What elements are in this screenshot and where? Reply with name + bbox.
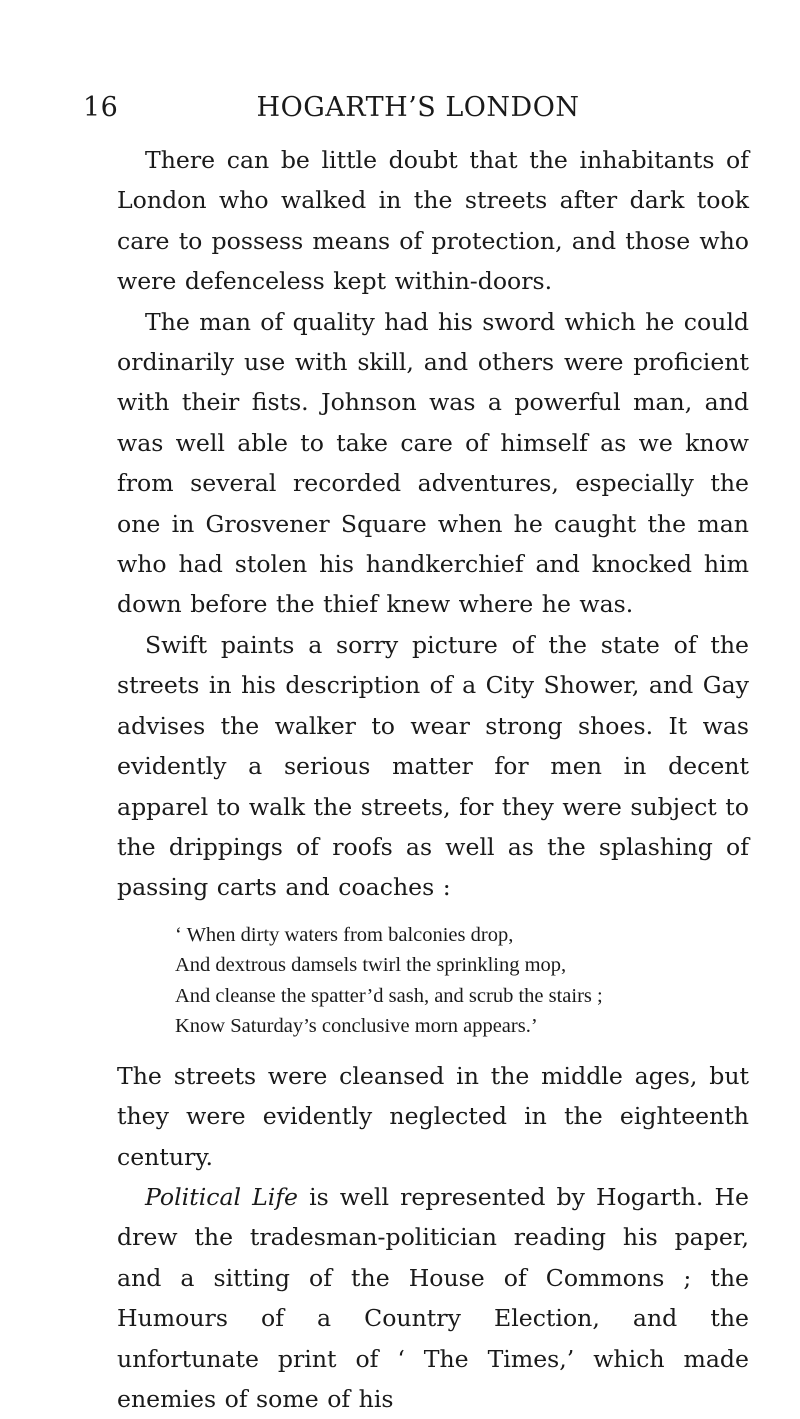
body-text bbox=[117, 140, 749, 1419]
paragraph-johnson: The man of quality had his sword which he could ordinarily use with skill, and others were proficient with their fists. Johnson was a powerful man, and was well able to take care of himself as we know from several recorded adventures, especially the one in Grosvener Square when he caught the man who had stolen his handkerchief and knocked him down before the thief knew where he was. bbox=[117, 307, 749, 619]
verse-line: And cleanse the spatter’d sash, and scrub the stairs ; bbox=[175, 984, 603, 1007]
paragraph-protection: There can be little doubt that the inhabitants of London who walked in the streets after dark took care to possess means of protection, and those who were defenceless kept within-doors. bbox=[117, 146, 749, 296]
paragraph-political-life bbox=[117, 1177, 749, 1419]
verse-line: Know Saturday’s conclusive morn appears.’ bbox=[175, 1015, 538, 1038]
paragraph-streets-cleansed: The streets were cleansed in the middle ages, but they were evidently neglected in the eighteenth century. bbox=[117, 1061, 749, 1171]
running-title: HOGARTH’S LONDON bbox=[256, 92, 580, 123]
paragraph-swift: Swift paints a sorry picture of the state of the streets in his description of a City Shower, and Gay advises the walker to wear strong shoes. It was evidently a serious matter for men in decent apparel to walk the streets, for they were subject to the drippings of roofs as well as the splashing of passing carts and coaches : bbox=[117, 630, 749, 902]
running-head bbox=[83, 88, 753, 128]
verse-quotation bbox=[175, 920, 749, 1042]
verse-line: ‘ When dirty waters from balconies drop, bbox=[175, 923, 514, 946]
page-number: 16 bbox=[83, 92, 119, 123]
italic-title: Political Life bbox=[145, 1182, 299, 1211]
verse-line: And dextrous damsels twirl the sprinkling mop, bbox=[175, 954, 567, 977]
paragraph-text: is well represented by Hogarth. He drew the tradesman-politician reading his paper, and a sitting of the House of Commons ; the Humours of a Country Election, and the unfortunate print of ‘ The Times,’ which made enemies of some of his bbox=[117, 1182, 749, 1413]
